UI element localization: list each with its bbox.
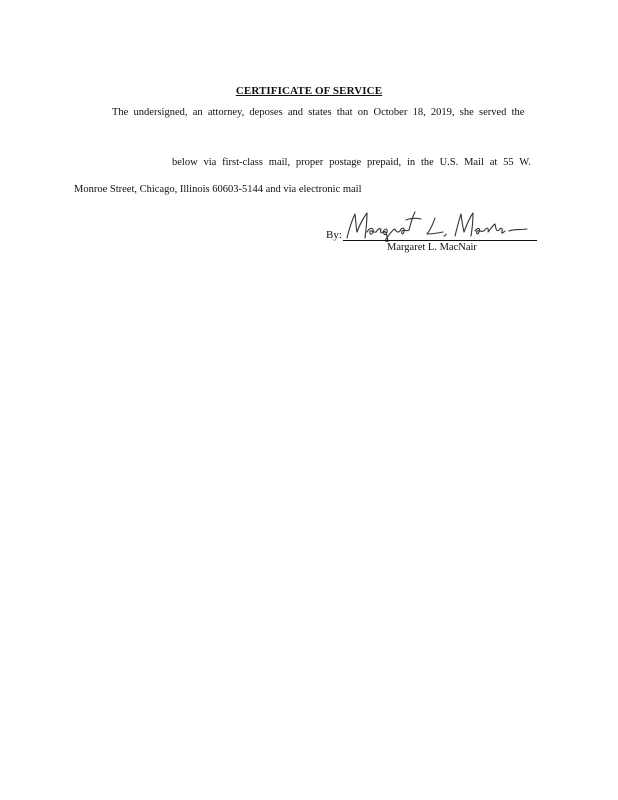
certificate-title: CERTIFICATE OF SERVICE <box>235 85 383 97</box>
signature-line <box>343 240 537 241</box>
by-label: By: <box>326 229 342 241</box>
body-line-2: below via first-class mail, proper postage prepaid, in the U.S. Mail at 55 W. <box>172 157 531 168</box>
body-line-1: The undersigned, an attorney, deposes and states that on October 18, 2019, she served the <box>112 107 525 118</box>
signer-name: Margaret L. MacNair <box>387 242 477 253</box>
handwritten-signature <box>343 208 533 242</box>
body-line-3: Monroe Street, Chicago, Illinois 60603-5144 and via electronic mail <box>74 184 362 195</box>
